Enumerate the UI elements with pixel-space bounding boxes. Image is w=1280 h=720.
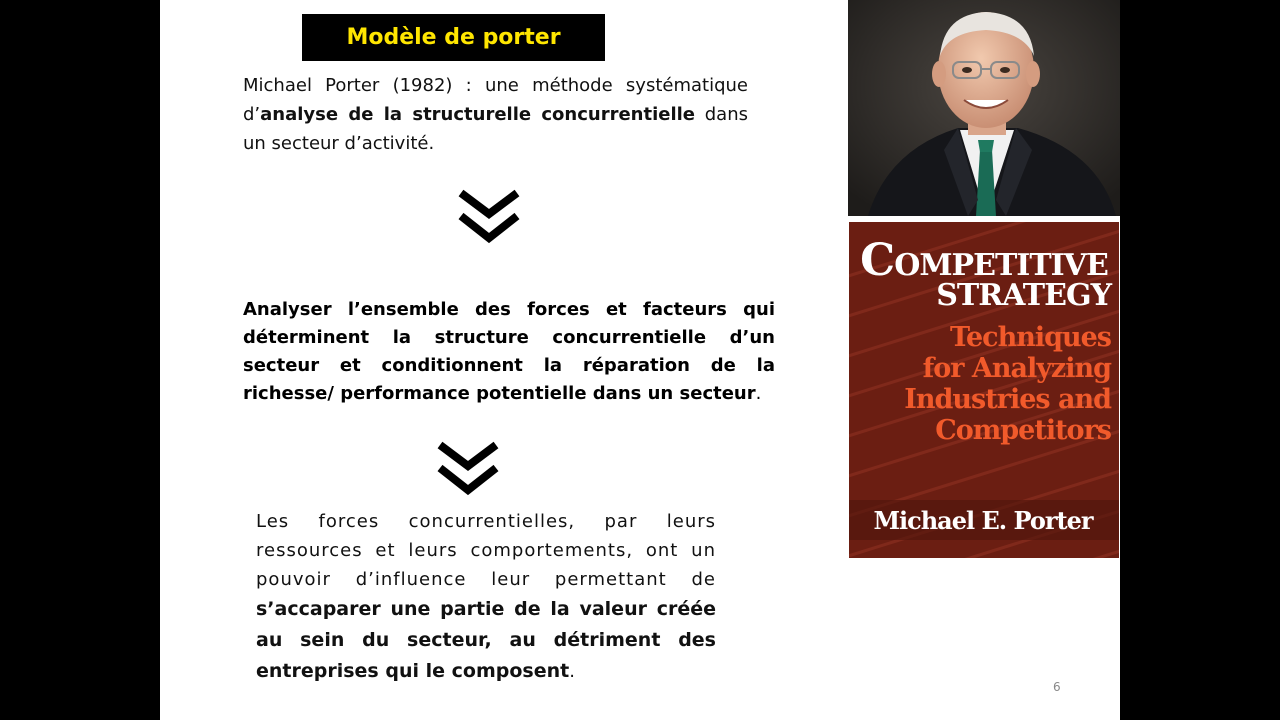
double-chevron-down-icon — [435, 440, 501, 498]
intro-text: Michael Porter (1982) : une méthode systématique d’ — [243, 75, 748, 125]
intro-text-end: dans un secteur d’activité. — [243, 104, 748, 154]
intro-paragraph — [243, 71, 748, 158]
slide — [160, 0, 1120, 720]
conclusion-text: Les forces concurrentielles, par leurs ressources et leurs comportements, ont un pouvoir d’influence leur permettant de — [256, 511, 716, 590]
book-title-line2: STRATEGY — [936, 278, 1111, 313]
book-subtitle-line: Techniques — [949, 322, 1111, 353]
intro-bold-text: analyse de la structurelle concurrentielle — [260, 104, 696, 125]
book-subtitle — [855, 322, 1111, 446]
book-title-rest: OMPETITIVE — [894, 248, 1108, 283]
conclusion-paragraph — [256, 507, 716, 687]
book-cover — [849, 222, 1119, 558]
slide-title: Modèle de porter — [346, 25, 561, 50]
analysis-text-end: . — [755, 383, 762, 404]
book-subtitle-line: Competitors — [935, 415, 1111, 446]
book-author: Michael E. Porter — [873, 506, 1093, 535]
portrait-illustration — [848, 0, 1120, 216]
double-chevron-down-icon — [456, 188, 522, 246]
conclusion-text-end: . — [569, 661, 575, 682]
conclusion-bold-text: s’accaparer une partie de la valeur créée au sein du secteur, au détriment des entreprises qui le composent — [256, 598, 716, 682]
book-title — [857, 235, 1111, 286]
book-title-initial: C — [860, 235, 895, 286]
book-subtitle-line: Industries and — [904, 384, 1111, 415]
portrait-photo — [848, 0, 1120, 216]
title-box — [302, 14, 605, 61]
book-subtitle-line: for Analyzing — [922, 353, 1111, 384]
page-number: 6 — [1053, 680, 1061, 694]
analysis-paragraph — [243, 296, 775, 408]
analysis-text: Analyser l’ensemble des forces et facteurs qui déterminent la structure concurrentielle d’un secteur et conditionnent la réparation de la richesse/ performance potentielle dans un secteur — [243, 299, 775, 404]
